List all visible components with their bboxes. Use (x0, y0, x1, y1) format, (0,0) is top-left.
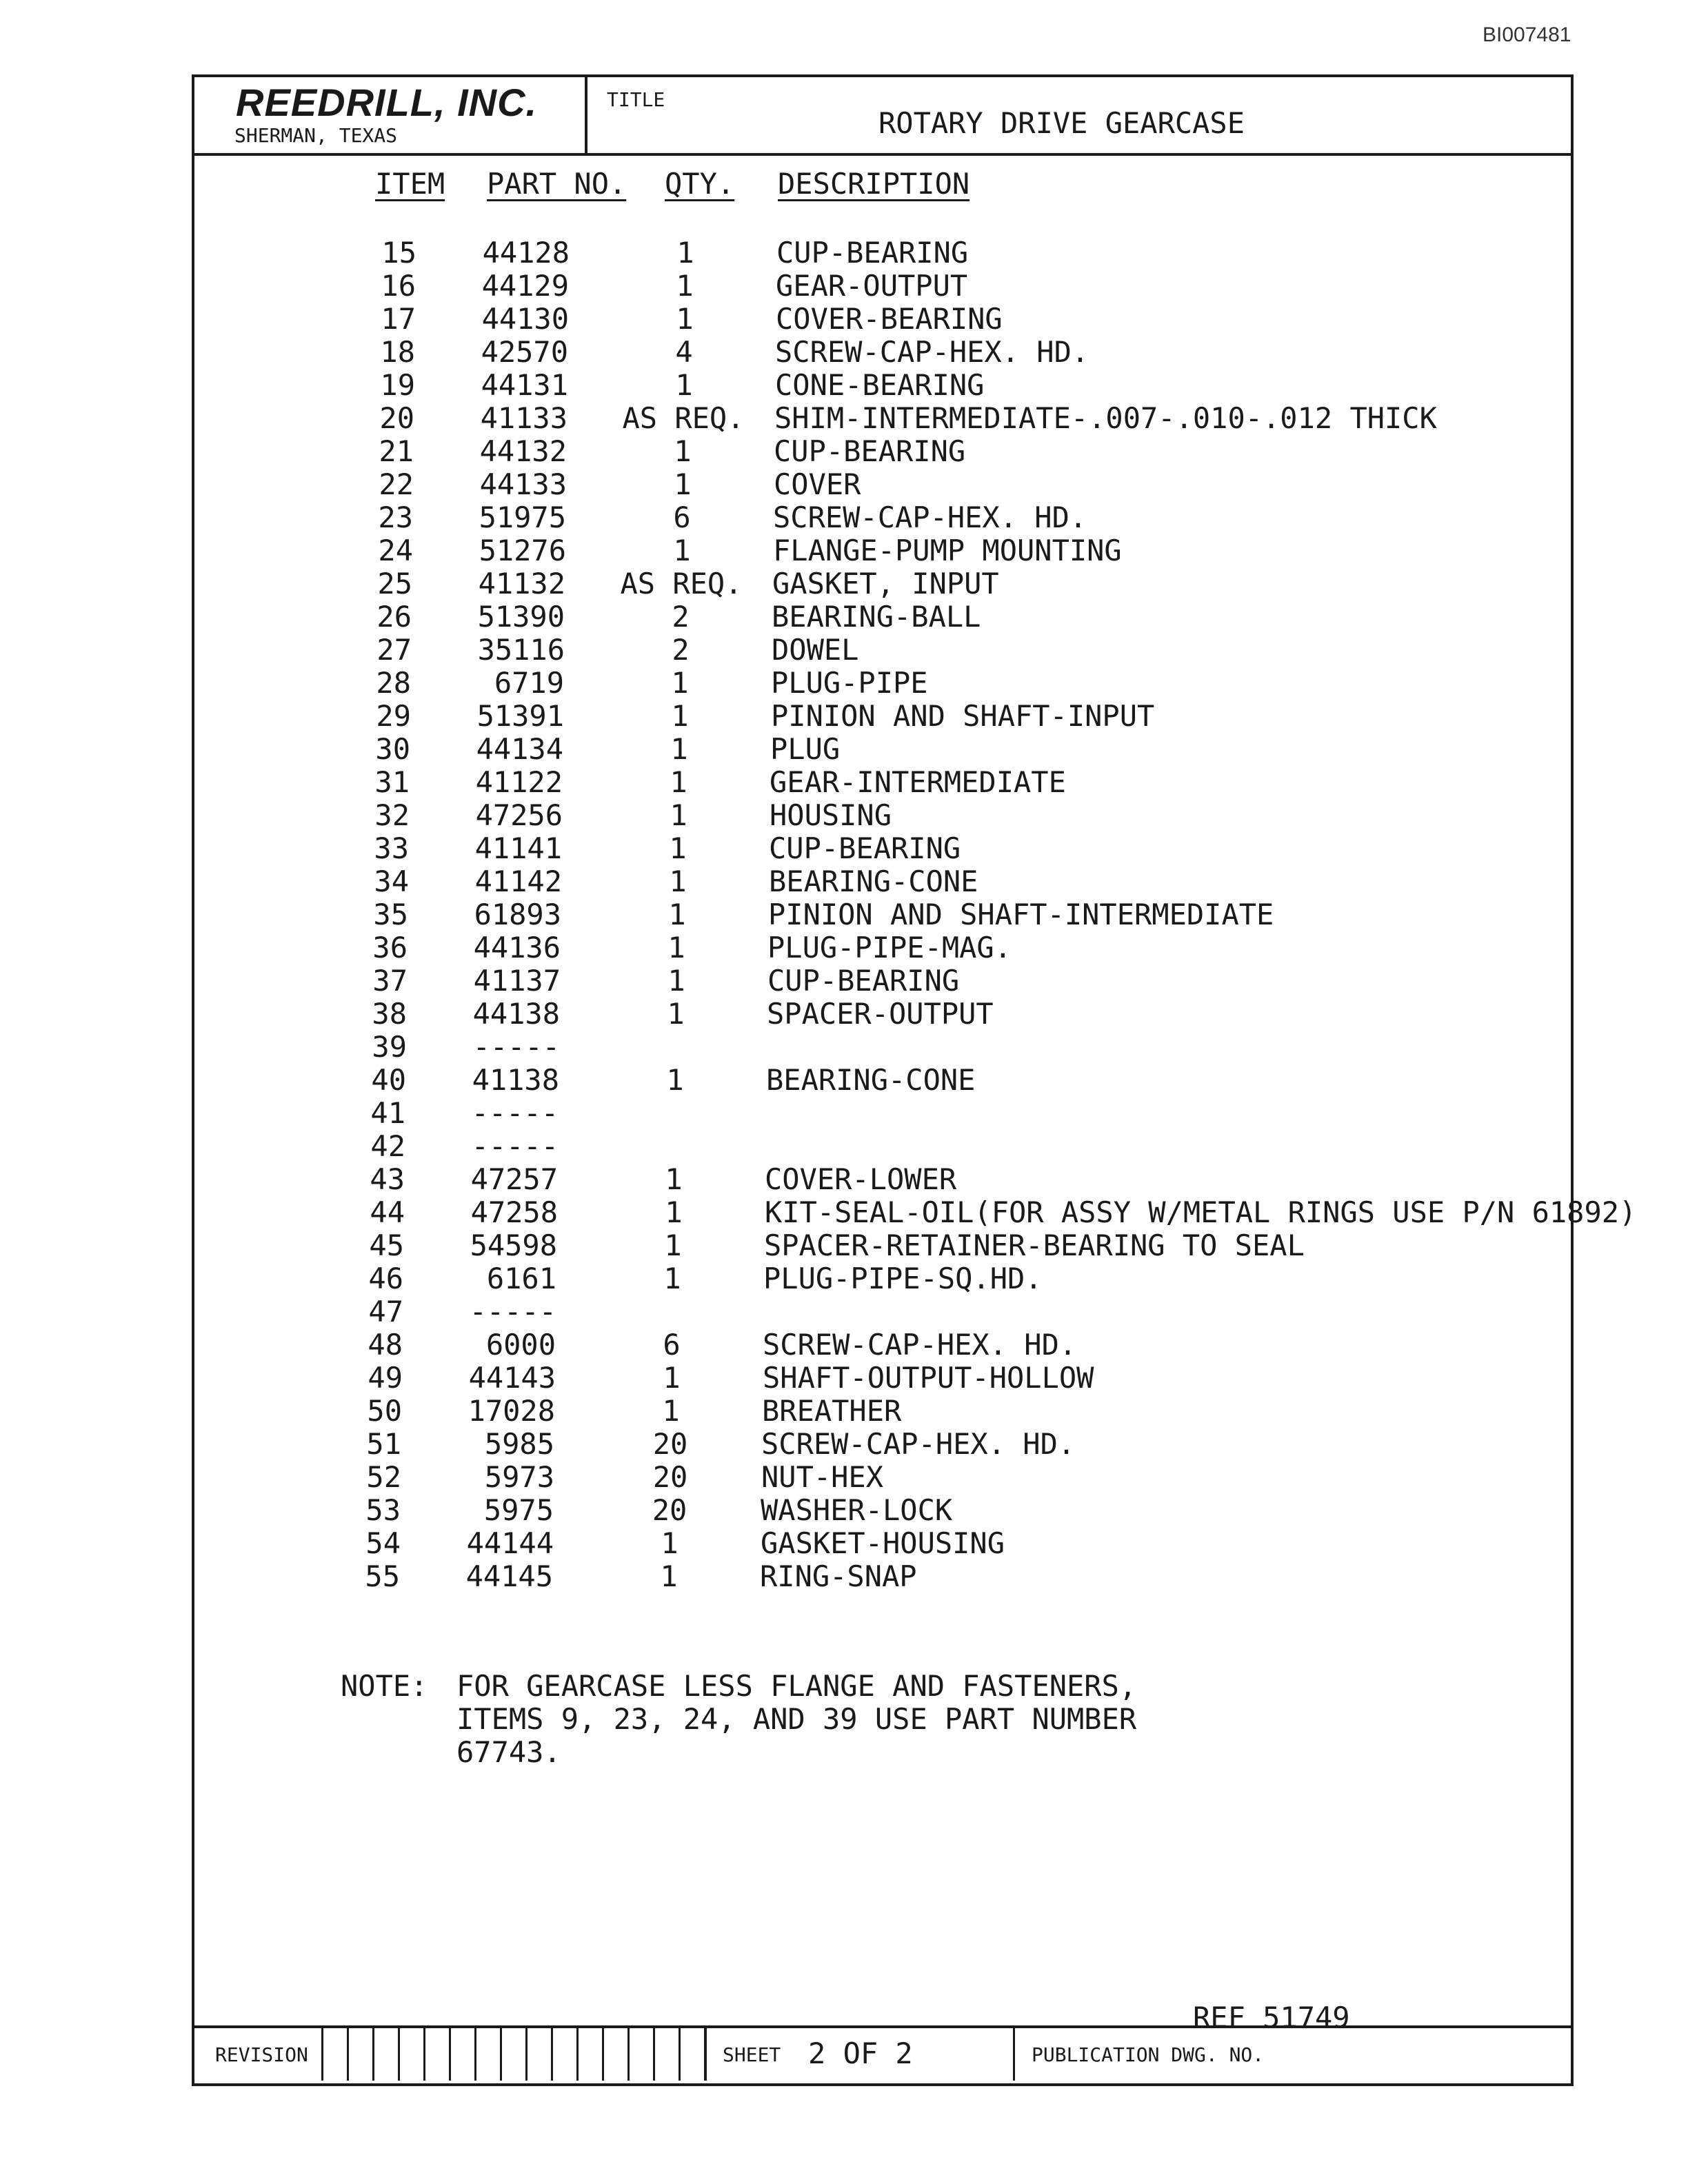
quantity: 1 (671, 666, 689, 700)
table-row (194, 1427, 1571, 1460)
item-number: 50 (367, 1394, 402, 1428)
description: BREATHER (762, 1394, 902, 1428)
description: CUP-BEARING (774, 434, 966, 468)
part-number: 51390 (477, 600, 565, 634)
table-row (194, 1129, 1571, 1162)
item-number: 15 (381, 236, 416, 270)
part-number: 6719 (494, 666, 564, 700)
description: SPACER-OUTPUT (767, 997, 994, 1031)
quantity: 1 (676, 236, 694, 270)
part-number: 41122 (475, 765, 563, 799)
revision-cell (372, 2028, 398, 2081)
document-title: ROTARY DRIVE GEARCASE (878, 106, 1245, 140)
quantity: 1 (660, 1559, 678, 1593)
part-number: 44128 (482, 236, 570, 270)
title-block (194, 77, 1571, 156)
item-number: 20 (379, 401, 414, 435)
table-row (194, 666, 1571, 699)
item-number: 42 (370, 1129, 405, 1163)
description: SCREW-CAP-HEX. HD. (773, 501, 1087, 534)
quantity: 6 (673, 501, 691, 534)
column-header-qty: QTY. (665, 167, 735, 201)
description: PLUG-PIPE-MAG. (767, 931, 1012, 964)
quantity: 1 (665, 1195, 683, 1229)
revision-cell (525, 2028, 551, 2081)
table-row (194, 534, 1571, 567)
quantity: 1 (661, 1526, 679, 1560)
description: GASKET, INPUT (772, 567, 999, 600)
part-number: 44138 (472, 997, 560, 1031)
part-number: 44136 (473, 931, 561, 964)
revision-cell (347, 2028, 372, 2081)
item-number: 55 (365, 1559, 400, 1593)
quantity: 1 (671, 699, 689, 733)
item-number: 26 (376, 600, 412, 634)
part-number: 35116 (477, 633, 565, 667)
table-row (194, 434, 1571, 467)
item-number: 25 (377, 567, 412, 600)
item-number: 37 (372, 964, 408, 998)
description: GEAR-INTERMEDIATE (770, 765, 1066, 799)
part-number: 44145 (465, 1559, 553, 1593)
part-number: 41133 (480, 401, 567, 435)
description: WASHER-LOCK (761, 1493, 953, 1527)
description: DOWEL (772, 633, 859, 667)
revision-cell (423, 2028, 449, 2081)
item-number: 17 (381, 302, 416, 336)
item-number: 16 (381, 269, 416, 303)
table-row (194, 1030, 1571, 1063)
description: SCREW-CAP-HEX. HD. (761, 1427, 1076, 1461)
sheet-number: 2 OF 2 (808, 2036, 913, 2070)
description: PLUG-PIPE-SQ.HD. (763, 1262, 1043, 1295)
item-number: 32 (374, 798, 410, 832)
quantity: 1 (663, 1361, 681, 1395)
quantity: 1 (670, 765, 687, 799)
part-number: 5973 (484, 1460, 554, 1494)
quantity: 1 (673, 534, 691, 567)
table-row (194, 798, 1571, 831)
part-number: 41138 (472, 1063, 559, 1097)
part-number: 42570 (481, 335, 568, 369)
part-number: 41137 (473, 964, 561, 998)
title-label: TITLE (607, 88, 665, 111)
publication-label: PUBLICATION DWG. NO. (1032, 2043, 1265, 2066)
part-number: 47257 (470, 1162, 558, 1196)
table-row (194, 865, 1571, 898)
description: SPACER-RETAINER-BEARING TO SEAL (764, 1228, 1305, 1262)
item-number: 43 (370, 1162, 405, 1196)
item-number: 47 (368, 1295, 403, 1328)
table-row (194, 335, 1571, 368)
item-number: 36 (372, 931, 408, 964)
description: KIT-SEAL-OIL(FOR ASSY W/METAL RINGS USE P/N 61892) (765, 1195, 1637, 1229)
table-row (194, 1394, 1571, 1427)
item-number: 40 (371, 1063, 406, 1097)
revision-label: REVISION (215, 2043, 308, 2066)
description: NUT-HEX (761, 1460, 884, 1494)
table-row (194, 765, 1571, 798)
description: PLUG (770, 732, 841, 766)
table-row (194, 1228, 1571, 1262)
table-row (194, 467, 1571, 501)
table-row (194, 931, 1571, 964)
item-number: 46 (368, 1262, 403, 1295)
description: PINION AND SHAFT-INPUT (771, 699, 1155, 733)
item-number: 31 (374, 765, 410, 799)
item-number: 38 (372, 997, 407, 1031)
description: SCREW-CAP-HEX. HD. (775, 335, 1089, 369)
description: PINION AND SHAFT-INTERMEDIATE (768, 898, 1274, 931)
table-row (194, 997, 1571, 1030)
table-row (194, 964, 1571, 997)
table-row (194, 633, 1571, 666)
item-number: 54 (365, 1526, 401, 1560)
sheet-label: SHEET (723, 2043, 781, 2066)
description: BEARING-BALL (772, 600, 981, 634)
part-number: 41132 (478, 567, 565, 600)
quantity: 1 (665, 1162, 683, 1196)
table-row (194, 831, 1571, 865)
revision-cell (474, 2028, 500, 2081)
description: COVER (774, 467, 861, 501)
part-number: ----- (471, 1096, 559, 1130)
quantity: AS REQ. (620, 567, 743, 600)
revision-cell (627, 2028, 653, 2081)
quantity: 1 (674, 467, 692, 501)
description: CONE-BEARING (775, 368, 985, 402)
quantity: AS REQ. (622, 401, 745, 435)
part-number: 6161 (486, 1262, 556, 1295)
part-number: 51276 (479, 534, 566, 567)
part-number: ----- (472, 1030, 560, 1064)
item-number: 23 (378, 501, 413, 534)
description: FLANGE-PUMP MOUNTING (773, 534, 1122, 567)
note-label: NOTE: (341, 1669, 428, 1703)
part-number: 6000 (485, 1328, 556, 1362)
table-row (194, 1295, 1571, 1328)
column-header-part-no: PART NO. (487, 167, 627, 201)
note-line-2: ITEMS 9, 23, 24, AND 39 USE PART NUMBER (456, 1702, 1137, 1736)
part-number: 54598 (470, 1228, 557, 1262)
parts-list-sheet (192, 74, 1637, 2086)
table-row (194, 898, 1571, 931)
item-number: 41 (370, 1096, 405, 1130)
description: CUP-BEARING (769, 831, 961, 865)
item-number: 29 (376, 699, 411, 733)
part-number: 44143 (468, 1361, 556, 1395)
quantity: 1 (675, 368, 693, 402)
table-row (194, 401, 1571, 434)
part-number: 44144 (466, 1526, 554, 1560)
part-number: 41141 (474, 831, 562, 865)
part-number: 44134 (476, 732, 563, 766)
part-number: ----- (471, 1129, 559, 1163)
table-row (194, 1063, 1571, 1096)
description: CUP-BEARING (767, 964, 960, 998)
table-row (194, 1096, 1571, 1129)
table-row (194, 1526, 1571, 1559)
item-number: 45 (369, 1228, 404, 1262)
document-id: BI007481 (1483, 23, 1571, 46)
item-number: 21 (379, 434, 414, 468)
description: SHAFT-OUTPUT-HOLLOW (763, 1361, 1094, 1395)
revision-cell (551, 2028, 576, 2081)
quantity: 1 (667, 931, 685, 964)
quantity: 4 (675, 335, 693, 369)
description: RING-SNAP (760, 1559, 917, 1593)
part-number: ----- (469, 1295, 556, 1328)
description: SHIM-INTERMEDIATE-.007-.010-.012 THICK (774, 401, 1437, 435)
table-row (194, 732, 1571, 765)
item-number: 44 (370, 1195, 405, 1229)
description: CUP-BEARING (776, 236, 969, 270)
table-row (194, 1460, 1571, 1493)
revision-cell (653, 2028, 679, 2081)
part-number: 44129 (481, 269, 569, 303)
quantity: 1 (670, 732, 688, 766)
quantity: 2 (672, 633, 690, 667)
item-number: 49 (368, 1361, 403, 1395)
part-number: 44131 (481, 368, 568, 402)
item-number: 24 (378, 534, 413, 567)
quantity: 1 (674, 434, 692, 468)
part-number: 41142 (474, 865, 562, 898)
table-row (194, 302, 1571, 335)
quantity: 1 (667, 964, 685, 998)
item-number: 39 (372, 1030, 407, 1064)
part-number: 17028 (468, 1394, 555, 1428)
company-box (194, 77, 587, 153)
table-row (194, 501, 1571, 534)
table-row (194, 269, 1571, 302)
reference-number: REF 51749 (1193, 2001, 1350, 2034)
quantity: 1 (676, 269, 694, 303)
revision-cell (679, 2028, 704, 2081)
part-number: 5975 (483, 1493, 554, 1527)
table-row (194, 567, 1571, 600)
quantity: 20 (652, 1493, 687, 1527)
revision-cells (321, 2028, 730, 2081)
quantity: 20 (652, 1460, 688, 1494)
item-number: 22 (379, 467, 414, 501)
quantity: 1 (669, 865, 687, 898)
company-name: REEDRILL, INC. (236, 81, 538, 124)
table-row (194, 1361, 1571, 1394)
quantity: 1 (670, 798, 687, 832)
revision-cell (602, 2028, 627, 2081)
revision-cell (398, 2028, 423, 2081)
item-number: 53 (365, 1493, 401, 1527)
company-location: SHERMAN, TEXAS (234, 124, 398, 147)
item-number: 19 (380, 368, 415, 402)
description: BEARING-CONE (769, 865, 978, 898)
item-number: 51 (366, 1427, 401, 1461)
description: BEARING-CONE (766, 1063, 976, 1097)
description: COVER-BEARING (776, 302, 1003, 336)
item-number: 28 (376, 666, 411, 700)
part-number: 44132 (479, 434, 567, 468)
table-row (194, 1195, 1637, 1229)
quantity: 1 (664, 1228, 682, 1262)
quantity: 1 (666, 1063, 684, 1097)
revision-block (194, 2025, 1571, 2083)
column-header-item: ITEM (375, 167, 445, 201)
revision-cell (449, 2028, 474, 2081)
note-line-1: FOR GEARCASE LESS FLANGE AND FASTENERS, (456, 1669, 1137, 1703)
quantity: 1 (662, 1394, 680, 1428)
quantity: 2 (672, 600, 690, 634)
item-number: 33 (374, 831, 409, 865)
table-row (194, 1262, 1571, 1295)
table-row (194, 368, 1571, 401)
item-number: 27 (376, 633, 412, 667)
part-number: 51391 (476, 699, 564, 733)
description: HOUSING (770, 798, 892, 832)
description: PLUG-PIPE (771, 666, 928, 700)
description: SCREW-CAP-HEX. HD. (763, 1328, 1077, 1362)
quantity: 1 (663, 1262, 681, 1295)
table-row (194, 236, 1571, 269)
item-number: 52 (366, 1460, 401, 1494)
column-header-description: DESCRIPTION (778, 167, 970, 201)
description: COVER-LOWER (765, 1162, 957, 1196)
quantity: 1 (676, 302, 694, 336)
quantity: 1 (668, 898, 686, 931)
quantity: 1 (669, 831, 687, 865)
part-number: 5985 (484, 1427, 554, 1461)
table-row (194, 1328, 1571, 1361)
item-number: 35 (373, 898, 408, 931)
revision-cell (576, 2028, 602, 2081)
item-number: 48 (368, 1328, 403, 1362)
table-row (194, 1493, 1571, 1526)
item-number: 34 (374, 865, 409, 898)
part-number: 61893 (474, 898, 561, 931)
description: GASKET-HOUSING (761, 1526, 1005, 1560)
quantity: 1 (667, 997, 685, 1031)
table-row (194, 699, 1571, 732)
table-row (194, 600, 1571, 633)
quantity: 20 (652, 1427, 688, 1461)
part-number: 44133 (479, 467, 567, 501)
revision-cell (321, 2028, 347, 2081)
part-number: 51975 (479, 501, 566, 534)
quantity: 6 (663, 1328, 681, 1362)
revision-cell (500, 2028, 525, 2081)
description: GEAR-OUTPUT (776, 269, 968, 303)
table-row (194, 1559, 1571, 1593)
part-number: 44130 (481, 302, 569, 336)
part-number: 47256 (475, 798, 563, 832)
item-number: 30 (375, 732, 410, 766)
table-row (194, 1162, 1571, 1195)
part-number: 47258 (470, 1195, 558, 1229)
note-line-3: 67743. (456, 1735, 561, 1769)
item-number: 18 (380, 335, 415, 369)
